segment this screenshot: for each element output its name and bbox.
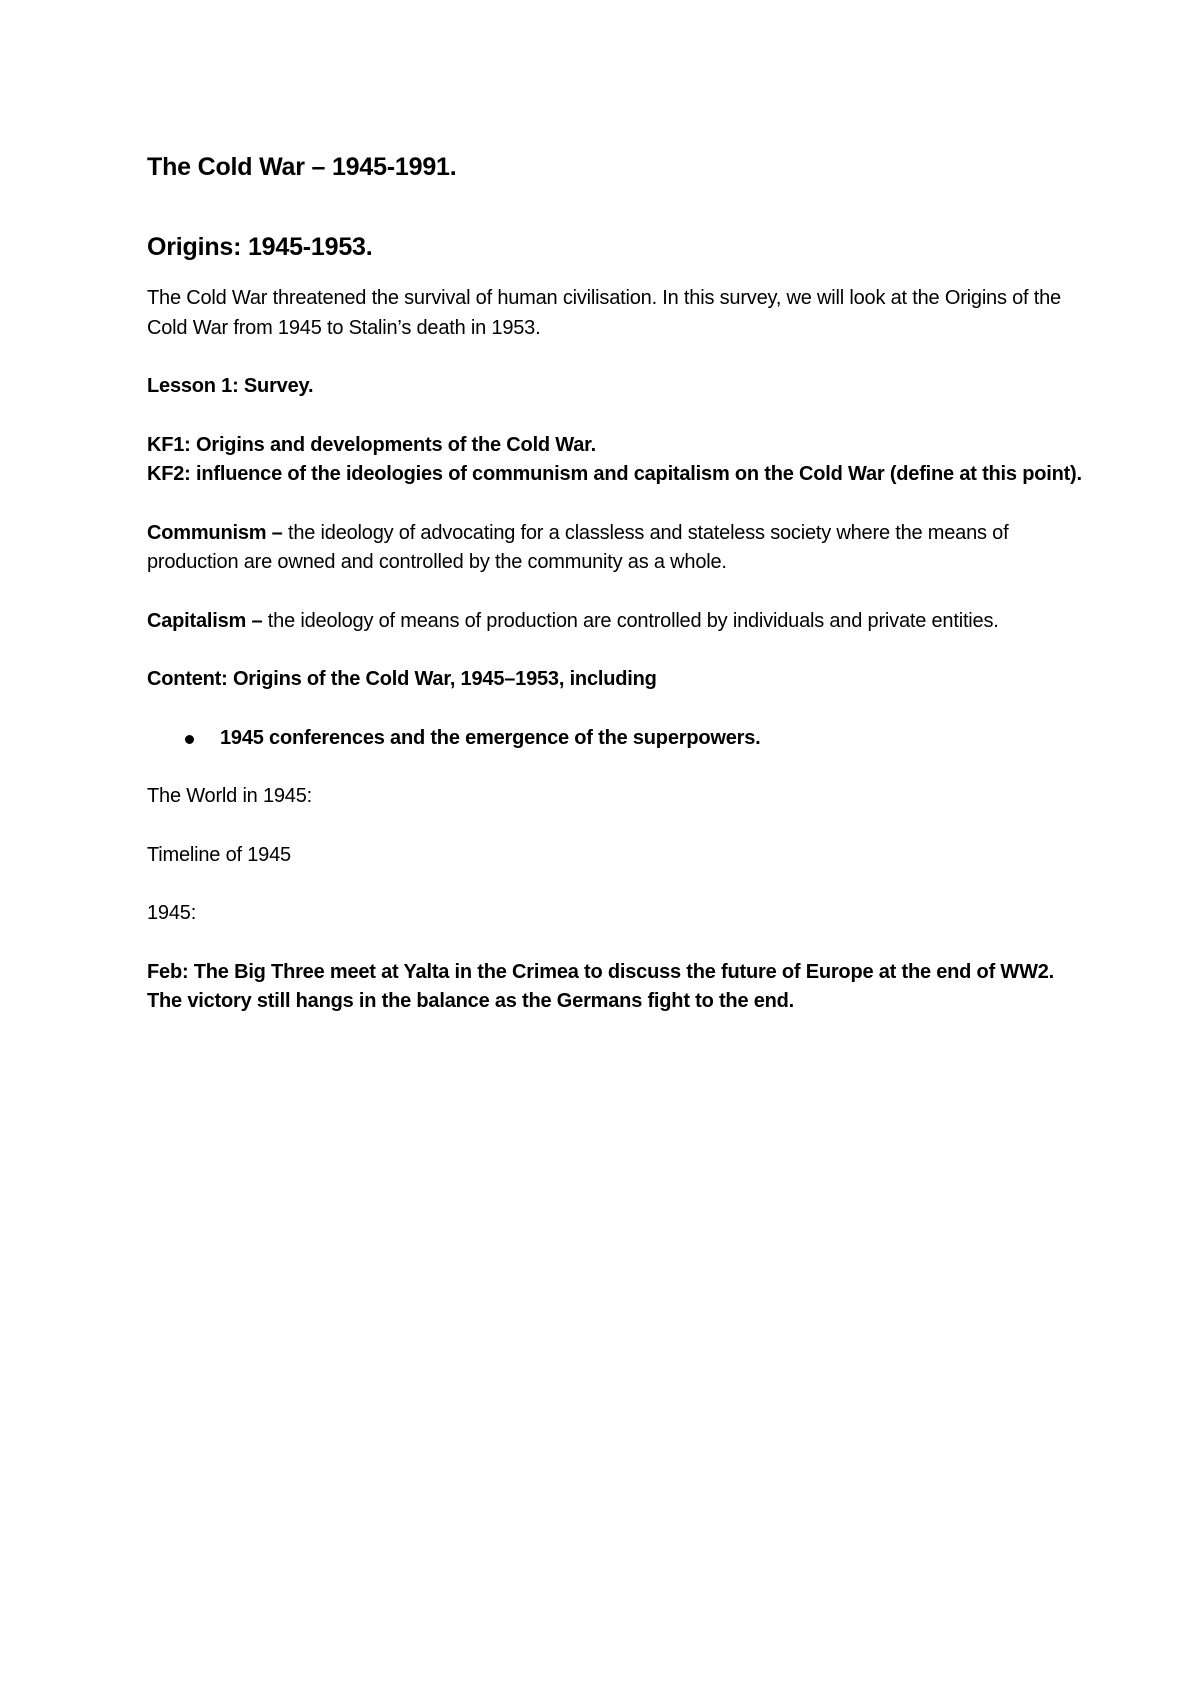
document-title: The Cold War – 1945-1991. <box>147 153 457 181</box>
key-focus-2: KF2: influence of the ideologies of communism and capitalism on the Cold War (define at this point). <box>147 463 1082 485</box>
document-subtitle: Origins: 1945-1953. <box>147 233 373 261</box>
timeline-entry-feb: Feb: The Big Three meet at Yalta in the Crimea to discuss the future of Europe at the end of WW2. The victory still hangs in the balance as the Germans fight to the end. <box>147 960 1055 1012</box>
key-focus-1: KF1: Origins and developments of the Cold War. <box>147 433 596 456</box>
definition-communism <box>147 519 1087 578</box>
definition-term: Capitalism – <box>147 609 263 632</box>
definition-text: the ideology of means of production are controlled by individuals and private entities. <box>262 609 999 632</box>
lesson-heading: Lesson 1: Survey. <box>147 375 314 397</box>
key-focus-block <box>147 431 1087 490</box>
year-heading: 1945: <box>147 902 197 924</box>
world-heading: The World in 1945: <box>147 785 313 807</box>
definition-capitalism <box>147 607 1087 637</box>
list-item-text: 1945 conferences and the emergence of the superpowers. <box>220 726 761 749</box>
list-item <box>147 724 1087 754</box>
document-body <box>147 150 1087 1046</box>
content-bullet-list <box>147 724 1087 754</box>
definition-text: the ideology of advocating for a classless and stateless society where the means of production are owned and controlled by the community as a whole. <box>147 521 1009 573</box>
content-heading: Content: Origins of the Cold War, 1945–1953, including <box>147 668 657 690</box>
bullet-icon <box>185 735 194 744</box>
timeline-heading: Timeline of 1945 <box>147 843 291 866</box>
definition-term: Communism – <box>147 521 283 544</box>
intro-paragraph: The Cold War threatened the survival of human civilisation. In this survey, we will look at the Origins of the Cold War from 1945 to Stalin’s death in 1953. <box>147 287 1061 339</box>
